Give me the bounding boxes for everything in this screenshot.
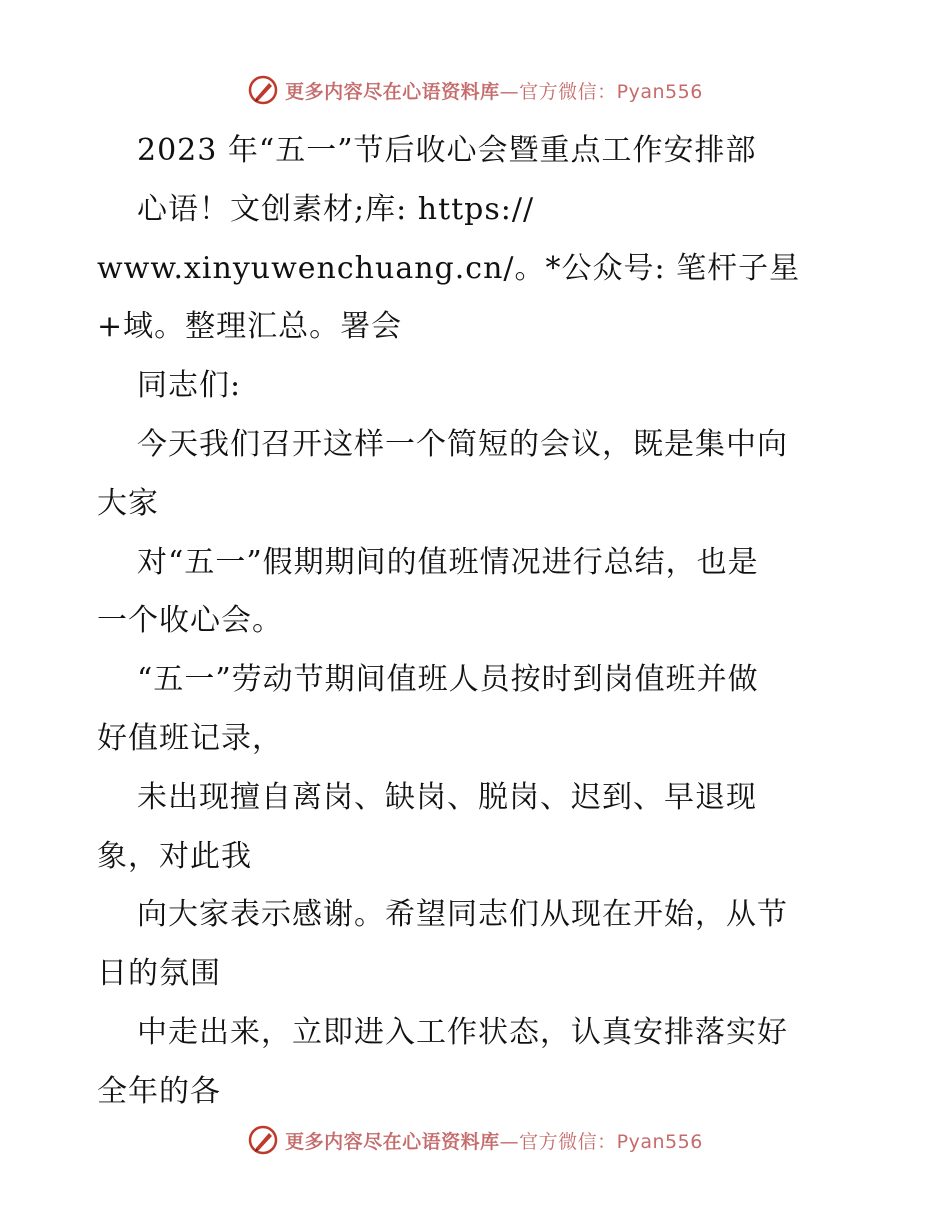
text-line: “五一”劳动节期间值班人员按时到岗值班并做 — [137, 662, 759, 698]
text-line: 未出现擅自离岗、缺岗、脱岗、迟到、早退现 — [137, 779, 757, 815]
text-line: 全年的各 — [97, 1073, 221, 1109]
text-line: 大家 — [97, 485, 159, 521]
text-line: 日的氛围 — [97, 956, 221, 992]
text-line: 心语！文创素材;库: https:// — [137, 191, 535, 227]
watermark-prefix: 更多内容尽在心语资料库 — [285, 80, 500, 103]
text-line: 中走出来，立即进入工作状态，认真安排落实好 — [137, 1014, 788, 1050]
text-line: 好值班记录， — [97, 720, 283, 756]
text-line: +域。整理汇总。署会 — [97, 309, 403, 345]
text-line: 同志们: — [137, 368, 242, 404]
watermark-suffix: —官方微信：Pyan556 — [499, 80, 703, 103]
header-watermark — [0, 70, 950, 110]
watermark-text — [285, 1127, 703, 1154]
text-line: 对“五一”假期期间的值班情况进行总结，也是 — [137, 544, 759, 580]
watermark-suffix: —官方微信：Pyan556 — [499, 1130, 703, 1153]
footer-watermark — [0, 1120, 950, 1160]
document-body — [97, 122, 857, 1122]
text-line: 今天我们召开这样一个简短的会议，既是集中向 — [137, 426, 788, 462]
pen-logo-icon — [247, 74, 279, 106]
text-line: 向大家表示感谢。希望同志们从现在开始，从节 — [137, 897, 788, 933]
text-line: 2023 年“五一”节后收心会暨重点工作安排部 — [137, 133, 757, 168]
text-line: 一个收心会。 — [97, 603, 283, 639]
text-line: 象，对此我 — [97, 838, 252, 874]
pen-logo-icon — [247, 1124, 279, 1156]
watermark-text — [285, 77, 703, 104]
watermark-prefix: 更多内容尽在心语资料库 — [285, 1130, 500, 1153]
text-line: www.xinyuwenchuang.cn/。*公众号: 笔杆子星 — [97, 250, 801, 286]
